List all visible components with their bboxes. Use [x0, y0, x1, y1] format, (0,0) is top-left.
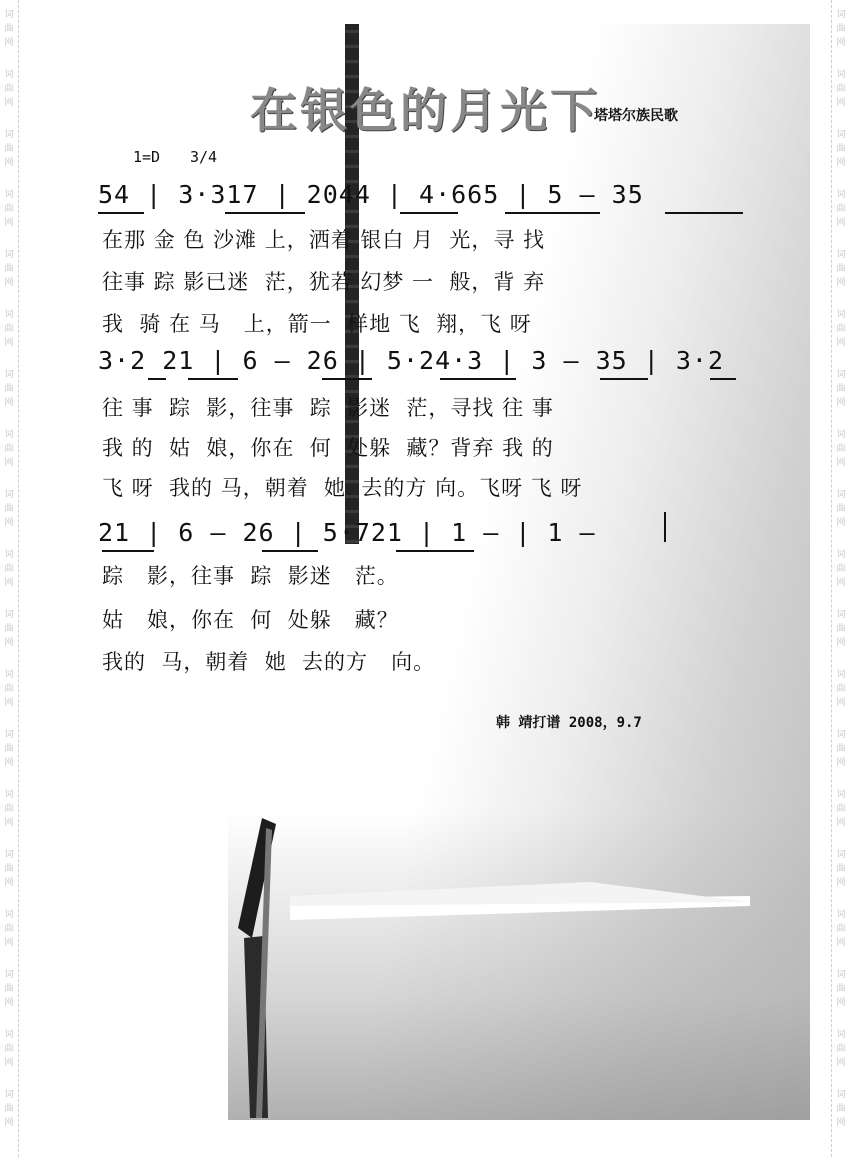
watermark-char: 词 [4, 130, 14, 140]
watermark-char: 词 [836, 430, 846, 440]
watermark-char: 网 [836, 458, 846, 468]
watermark-char: 曲 [836, 804, 846, 814]
watermark-char: 曲 [4, 804, 14, 814]
watermark-char: 词 [836, 790, 846, 800]
watermark-char: 词 [4, 370, 14, 380]
watermark-char: 曲 [4, 444, 14, 454]
watermark-char: 网 [836, 578, 846, 588]
watermark-char: 曲 [836, 264, 846, 274]
lyric-line: 我的 马，朝着 她 去的方 向。 [102, 650, 436, 674]
watermark-char: 网 [4, 98, 14, 108]
watermark-char: 网 [836, 338, 846, 348]
left-watermark-strip [0, 0, 19, 1157]
watermark-char: 词 [4, 430, 14, 440]
watermark-char: 曲 [4, 204, 14, 214]
watermark-char: 词 [836, 910, 846, 920]
watermark-char: 曲 [836, 624, 846, 634]
beam [400, 212, 458, 214]
watermark-char: 词 [836, 1090, 846, 1100]
watermark-char: 网 [836, 758, 846, 768]
watermark-char: 曲 [4, 924, 14, 934]
watermark-char: 词 [836, 250, 846, 260]
watermark-char: 词 [836, 130, 846, 140]
watermark-char: 曲 [4, 624, 14, 634]
watermark-char: 网 [4, 398, 14, 408]
watermark-char: 曲 [4, 264, 14, 274]
watermark-char: 词 [836, 1030, 846, 1040]
beam [102, 550, 154, 552]
watermark-char: 曲 [4, 84, 14, 94]
lyric-line: 我 的 姑 娘，你在 何 处躲 藏？背弃 我 的 [102, 436, 554, 460]
watermark-char: 网 [4, 758, 14, 768]
watermark-char: 词 [4, 10, 14, 20]
watermark-char: 网 [836, 938, 846, 948]
watermark-char: 词 [836, 370, 846, 380]
lyric-line: 在那 金 色 沙滩 上，洒着 银白 月 光，寻 找 [102, 228, 546, 252]
watermark-char: 网 [4, 278, 14, 288]
watermark-char: 词 [836, 670, 846, 680]
watermark-char: 曲 [4, 144, 14, 154]
watermark-char: 曲 [836, 984, 846, 994]
song-title: 在银色的月光下 [250, 84, 600, 139]
watermark-char: 词 [4, 550, 14, 560]
watermark-char: 词 [4, 1090, 14, 1100]
watermark-char: 网 [4, 1118, 14, 1128]
right-watermark-strip [831, 0, 850, 1157]
watermark-char: 词 [4, 610, 14, 620]
watermark-char: 词 [836, 490, 846, 500]
scan-shadow [228, 810, 810, 1120]
watermark-char: 网 [4, 938, 14, 948]
watermark-char: 曲 [836, 504, 846, 514]
lyric-line: 往 事 踪 影，往事 踪 影迷 茫，寻找 往 事 [102, 396, 554, 420]
watermark-char: 曲 [4, 984, 14, 994]
watermark-char: 网 [836, 818, 846, 828]
final-barline [664, 512, 666, 542]
beam [98, 212, 144, 214]
watermark-char: 曲 [836, 24, 846, 34]
watermark-char: 词 [4, 670, 14, 680]
key-signature: 1=D [133, 148, 161, 166]
watermark-char: 曲 [4, 504, 14, 514]
photo-fragment [232, 818, 288, 1118]
watermark-char: 网 [836, 218, 846, 228]
watermark-char: 曲 [4, 564, 14, 574]
watermark-char: 网 [836, 638, 846, 648]
watermark-char: 网 [4, 638, 14, 648]
watermark-char: 网 [836, 278, 846, 288]
watermark-char: 网 [4, 878, 14, 888]
beam [225, 212, 305, 214]
beam [148, 378, 166, 380]
watermark-char: 网 [4, 518, 14, 528]
beam [322, 378, 372, 380]
lyric-line: 踪 影，往事 踪 影迷 茫。 [102, 564, 399, 588]
watermark-char: 词 [4, 730, 14, 740]
watermark-char: 曲 [836, 564, 846, 574]
lyric-line: 我 骑 在 马 上，箭一 样地 飞 翔，飞 呀 [102, 312, 532, 336]
watermark-char: 网 [4, 458, 14, 468]
lyric-line: 飞 呀 我的 马，朝着 她 去的方 向。飞呀 飞 呀 [102, 476, 583, 500]
time-signature: 3/4 [190, 148, 218, 166]
watermark-char: 曲 [4, 1044, 14, 1054]
notation-line-2: 3·2 21 | 6 — 26 | 5·24·3 | 3 — 35 | 3·2 [98, 346, 724, 375]
watermark-char: 曲 [4, 684, 14, 694]
watermark-char: 曲 [4, 744, 14, 754]
watermark-char: 词 [836, 610, 846, 620]
watermark-char: 网 [836, 698, 846, 708]
beam [396, 550, 474, 552]
watermark-char: 网 [836, 98, 846, 108]
watermark-char: 网 [836, 518, 846, 528]
beam [600, 378, 648, 380]
notation-line-3: 21 | 6 — 26 | 5·721 | 1 — | 1 — [98, 518, 596, 547]
watermark-char: 曲 [4, 1104, 14, 1114]
watermark-char: 网 [4, 338, 14, 348]
watermark-char: 词 [836, 550, 846, 560]
watermark-char: 网 [4, 698, 14, 708]
watermark-char: 曲 [4, 324, 14, 334]
song-origin: 塔塔尔族民歌 [594, 108, 678, 124]
transcriber-credit: 韩 靖打谱 2008，9.7 [496, 715, 642, 731]
watermark-char: 词 [836, 850, 846, 860]
watermark-char: 词 [4, 850, 14, 860]
watermark-char: 词 [4, 70, 14, 80]
watermark-char: 曲 [836, 444, 846, 454]
watermark-char: 网 [836, 1058, 846, 1068]
watermark-char: 词 [4, 790, 14, 800]
lyric-line: 姑 娘，你在 何 处躲 藏？ [102, 608, 399, 632]
watermark-char: 曲 [4, 24, 14, 34]
beam [710, 378, 736, 380]
light-streak [290, 862, 750, 922]
watermark-char: 网 [4, 158, 14, 168]
watermark-char: 词 [4, 910, 14, 920]
watermark-char: 曲 [836, 204, 846, 214]
watermark-char: 词 [836, 190, 846, 200]
watermark-char: 网 [4, 38, 14, 48]
watermark-char: 词 [836, 970, 846, 980]
watermark-char: 词 [836, 70, 846, 80]
watermark-char: 曲 [4, 864, 14, 874]
watermark-char: 词 [836, 730, 846, 740]
notation-line-1: 54 | 3·317 | 2044 | 4·665 | 5 — 35 [98, 180, 644, 209]
watermark-char: 网 [4, 998, 14, 1008]
beam [188, 378, 238, 380]
watermark-char: 网 [836, 1118, 846, 1128]
beam [505, 212, 600, 214]
watermark-char: 曲 [836, 924, 846, 934]
watermark-char: 网 [836, 398, 846, 408]
watermark-char: 词 [4, 250, 14, 260]
watermark-char: 网 [836, 878, 846, 888]
watermark-char: 网 [4, 818, 14, 828]
lyric-line: 往事 踪 影已迷 茫，犹若 幻梦 一 般，背 弃 [102, 270, 546, 294]
watermark-char: 词 [4, 190, 14, 200]
watermark-char: 曲 [836, 324, 846, 334]
watermark-char: 曲 [4, 384, 14, 394]
watermark-char: 网 [836, 998, 846, 1008]
watermark-char: 网 [4, 578, 14, 588]
watermark-char: 网 [836, 158, 846, 168]
watermark-char: 曲 [836, 864, 846, 874]
watermark-char: 曲 [836, 84, 846, 94]
watermark-char: 词 [4, 490, 14, 500]
watermark-char: 曲 [836, 1044, 846, 1054]
watermark-char: 词 [4, 310, 14, 320]
watermark-char: 网 [836, 38, 846, 48]
watermark-char: 词 [4, 1030, 14, 1040]
watermark-char: 曲 [836, 384, 846, 394]
watermark-char: 词 [836, 310, 846, 320]
watermark-char: 曲 [836, 1104, 846, 1114]
watermark-char: 曲 [836, 684, 846, 694]
beam [665, 212, 743, 214]
beam [440, 378, 516, 380]
beam [262, 550, 318, 552]
watermark-char: 网 [4, 1058, 14, 1068]
watermark-char: 词 [4, 970, 14, 980]
watermark-char: 网 [4, 218, 14, 228]
watermark-char: 曲 [836, 744, 846, 754]
watermark-char: 曲 [836, 144, 846, 154]
watermark-char: 词 [836, 10, 846, 20]
